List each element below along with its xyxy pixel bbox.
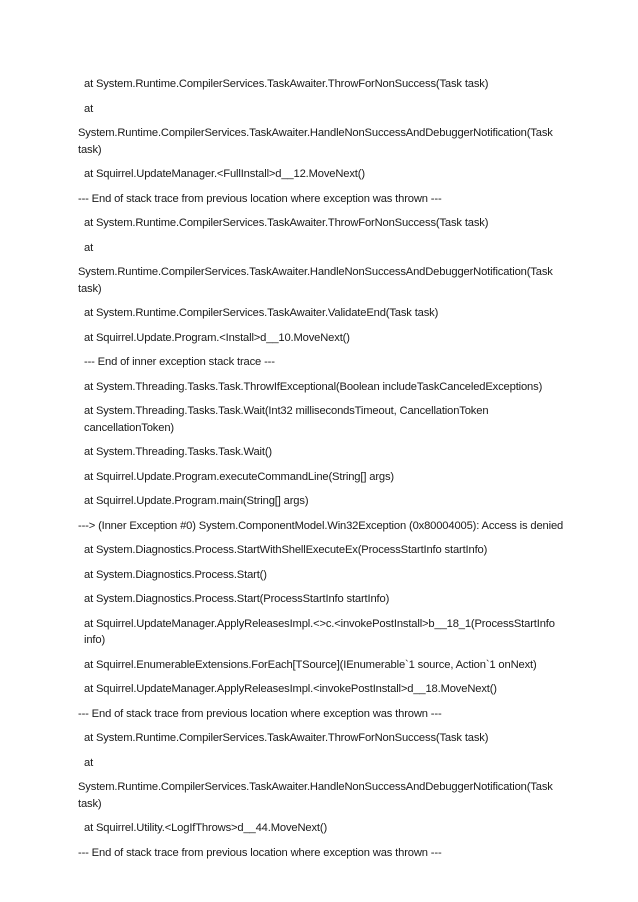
stack-trace-line: at System.Runtime.CompilerServices.TaskAwaiter.ValidateEnd(Task task) bbox=[84, 307, 439, 319]
stack-trace-line: at Squirrel.UpdateManager.ApplyReleasesImpl.<>c.<invokePostInstall>b__18_1(ProcessStartInfo info) bbox=[84, 617, 555, 646]
stack-trace-line: at System.Runtime.CompilerServices.TaskAwaiter.ThrowForNonSuccess(Task task) bbox=[84, 732, 489, 744]
stack-trace-line: at System.Threading.Tasks.Task.Wait(Int32 millisecondsTimeout, CancellationToken cancellationToken) bbox=[84, 405, 489, 434]
stack-trace-line: at System.Threading.Tasks.Task.ThrowIfExceptional(Boolean includeTaskCanceledExceptions) bbox=[84, 380, 543, 393]
stack-trace-line: at Squirrel.Update.Program.<Install>d__10.MoveNext() bbox=[84, 331, 350, 344]
stack-trace-line: at System.Runtime.CompilerServices.TaskAwaiter.ThrowForNonSuccess(Task task) bbox=[84, 78, 489, 90]
stack-trace-line: at Squirrel.Update.Program.main(String[] args) bbox=[84, 495, 309, 507]
stack-trace-line: at Squirrel.UpdateManager.ApplyReleasesImpl.<invokePostInstall>d__18.MoveNext() bbox=[84, 683, 497, 695]
stack-trace-line: at System.Diagnostics.Process.Start(ProcessStartInfo startInfo) bbox=[84, 593, 390, 605]
stack-trace-text bbox=[78, 76, 564, 869]
stack-trace-line: --- End of stack trace from previous location where exception was thrown --- bbox=[78, 192, 442, 205]
stack-trace-line: at bbox=[84, 241, 94, 254]
stack-trace-line: at System.Threading.Tasks.Task.Wait() bbox=[84, 446, 273, 458]
stack-trace-line: System.Runtime.CompilerServices.TaskAwaiter.HandleNonSuccessAndDebuggerNotification(Task task) bbox=[78, 266, 553, 295]
stack-trace-line: at Squirrel.UpdateManager.<FullInstall>d__12.MoveNext() bbox=[84, 168, 365, 180]
stack-trace-line: ---> (Inner Exception #0) System.ComponentModel.Win32Exception (0x80004005): Access is denied bbox=[78, 519, 564, 532]
stack-trace-line: at Squirrel.Utility.<LogIfThrows>d__44.MoveNext() bbox=[84, 822, 328, 834]
stack-trace-line: --- End of inner exception stack trace --- bbox=[84, 356, 275, 368]
stack-trace-line: at bbox=[84, 756, 94, 769]
stack-trace-line: System.Runtime.CompilerServices.TaskAwaiter.HandleNonSuccessAndDebuggerNotification(Task task) bbox=[78, 127, 553, 156]
stack-trace-line: at bbox=[84, 102, 94, 115]
stack-trace-line: --- End of stack trace from previous location where exception was thrown --- bbox=[78, 707, 442, 720]
stack-trace-line: at System.Runtime.CompilerServices.TaskAwaiter.ThrowForNonSuccess(Task task) bbox=[84, 217, 489, 229]
stack-trace-line: at System.Diagnostics.Process.Start() bbox=[84, 568, 267, 581]
stack-trace-line: --- End of stack trace from previous location where exception was thrown --- bbox=[78, 846, 442, 859]
stack-trace-line: System.Runtime.CompilerServices.TaskAwaiter.HandleNonSuccessAndDebuggerNotification(Task task) bbox=[78, 781, 553, 810]
stack-trace-line: at Squirrel.EnumerableExtensions.ForEach[TSource](IEnumerable`1 source, Action`1 onNext) bbox=[84, 658, 537, 671]
stack-trace-line: at Squirrel.Update.Program.executeCommandLine(String[] args) bbox=[84, 470, 394, 483]
stack-trace-line: at System.Diagnostics.Process.StartWithShellExecuteEx(ProcessStartInfo startInfo) bbox=[84, 544, 488, 556]
